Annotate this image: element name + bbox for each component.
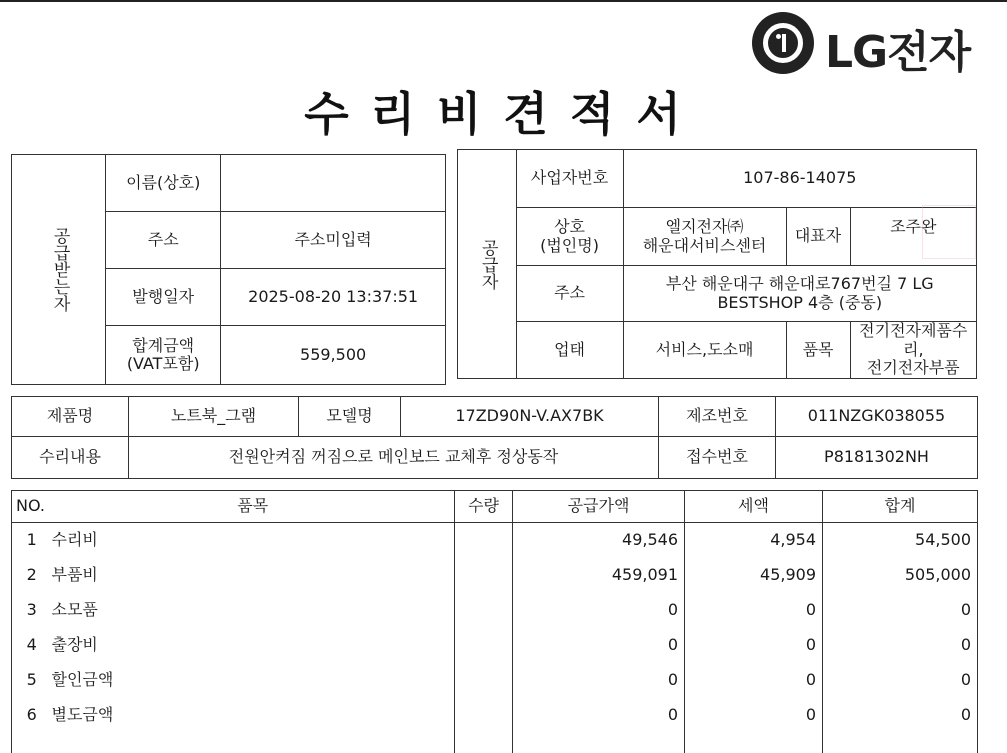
row-supply: 0 [513, 628, 685, 663]
lg-face-icon [752, 12, 814, 74]
row-supply: 0 [513, 663, 685, 698]
row-tax: 0 [685, 663, 823, 698]
total-value: 559,500 [221, 326, 446, 385]
row-name: 별도금액 [51, 704, 114, 724]
row-supply: 459,091 [513, 558, 685, 593]
name-value [221, 155, 446, 212]
logo-brand-text: LG전자 [825, 27, 971, 78]
model-value: 17ZD90N-V.AX7BK [401, 397, 659, 437]
row-name: 수리비 [51, 530, 98, 550]
row-total: 0 [823, 628, 978, 663]
company-label: 상호 (법인명) [516, 208, 623, 266]
row-name: 부품비 [51, 564, 98, 584]
row-tax: 45,909 [685, 558, 823, 593]
row-no: 3 [26, 599, 37, 619]
name-label: 이름(상호) [106, 155, 221, 212]
row-total: 505,000 [823, 558, 978, 593]
recipient-section-label: 공급받는자 [12, 155, 106, 385]
items-table [11, 490, 978, 753]
rep-value: 조주완 [850, 208, 976, 266]
table-row [12, 523, 978, 558]
row-tax: 0 [685, 593, 823, 628]
document-title: 수리비견적서 [304, 87, 703, 141]
item-value: 전기전자제품수리, 전기전자부품 [850, 322, 976, 379]
supplier-address-label: 주소 [516, 266, 623, 322]
row-no: 1 [26, 530, 37, 550]
product-name-label: 제품명 [12, 397, 129, 437]
header-supply: 공급가액 [513, 491, 685, 523]
serial-value: 011NZGK038055 [776, 397, 978, 437]
row-tax: 0 [685, 698, 823, 733]
table-row [12, 558, 978, 593]
business-type-value: 서비스,도소매 [623, 322, 786, 379]
model-label: 모델명 [299, 397, 401, 437]
issue-date-label: 발행일자 [106, 269, 221, 326]
address-label: 주소 [106, 212, 221, 269]
row-supply: 0 [513, 593, 685, 628]
biz-no-label: 사업자번호 [516, 150, 623, 208]
table-row [12, 663, 978, 698]
row-tax: 0 [685, 628, 823, 663]
row-name: 소모품 [51, 599, 98, 619]
row-name: 할인금액 [51, 669, 114, 689]
item-label: 품목 [786, 322, 850, 379]
header-item: 품목 [52, 491, 455, 523]
serial-label: 제조번호 [659, 397, 776, 437]
header-qty: 수량 [455, 491, 513, 523]
table-row [12, 628, 978, 663]
repair-label: 수리내용 [12, 437, 129, 479]
row-no: 5 [26, 669, 37, 689]
top-border-line [0, 0, 1007, 2]
table-row [12, 593, 978, 628]
row-no: 6 [26, 704, 37, 724]
business-type-label: 업태 [516, 322, 623, 379]
row-total: 54,500 [823, 523, 978, 558]
header-tax: 세액 [685, 491, 823, 523]
row-tax: 4,954 [685, 523, 823, 558]
row-name: 출장비 [51, 634, 98, 654]
repair-value: 전원안켜짐 꺼짐으로 메인보드 교체후 정상동작 [129, 437, 659, 479]
receipt-label: 접수번호 [659, 437, 776, 479]
company-value: 엘지전자㈜ 해운대서비스센터 [623, 208, 786, 266]
row-no: 2 [26, 564, 37, 584]
row-no: 4 [26, 634, 37, 654]
supplier-table [457, 149, 977, 379]
lg-logo [752, 12, 982, 78]
supplier-address-value: 부산 해운대구 해운대로767번길 7 LG BESTSHOP 4층 (중동) [623, 266, 976, 322]
receipt-value: P8181302NH [776, 437, 978, 479]
header-total: 합계 [823, 491, 978, 523]
table-row [12, 698, 978, 733]
row-total: 0 [823, 593, 978, 628]
recipient-table [11, 154, 446, 385]
product-table [11, 396, 978, 479]
address-value: 주소미입력 [221, 212, 446, 269]
row-total: 0 [823, 663, 978, 698]
rep-label: 대표자 [786, 208, 850, 266]
biz-no-value: 107-86-14075 [623, 150, 976, 208]
issue-date-value: 2025-08-20 13:37:51 [221, 269, 446, 326]
supplier-section-label: 공급자 [458, 150, 517, 379]
row-total: 0 [823, 698, 978, 733]
total-label: 합계금액 (VAT포함) [106, 326, 221, 385]
company-seal-stamp [922, 205, 976, 259]
row-supply: 49,546 [513, 523, 685, 558]
row-supply: 0 [513, 698, 685, 733]
product-name-value: 노트북_그램 [129, 397, 299, 437]
header-no: NO. [12, 491, 52, 523]
